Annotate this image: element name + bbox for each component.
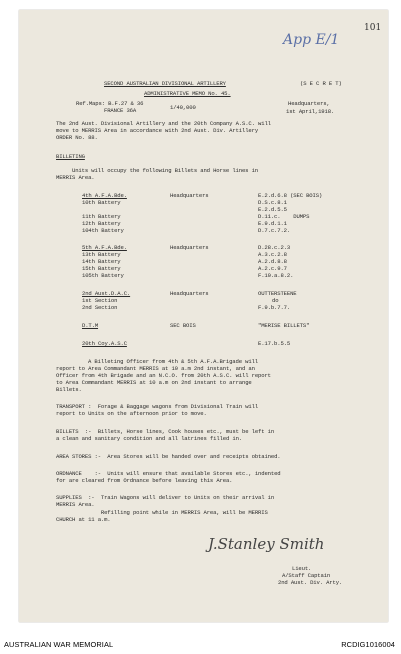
map-ref-cell: E.2.d.6.8 (SEC BOIS) xyxy=(258,192,323,199)
billets-line: BILLETS :- Billets, Horse lines, Cook houses etc., must be left in xyxy=(56,428,275,435)
transport-line: TRANSPORT : Forage & Baggage wagons from Divisional Train will xyxy=(56,403,259,410)
billeting-heading: BILLETING xyxy=(56,153,85,160)
paragraph-line: A Billeting Officer from 4th & 5th A.F.A.Brigade will xyxy=(88,358,258,365)
archive-id: RCDIG1016004 xyxy=(341,640,395,649)
location-cell: Headquarters xyxy=(170,244,209,251)
supplies-line: MERRIS Area. xyxy=(56,501,95,508)
map-ref-cell: F.10.a.8.2. xyxy=(258,272,294,279)
paragraph-line: to Area Commandant MERRIS at 10 a.m on 2nd instant to arrange xyxy=(56,379,252,386)
unit-cell: 5th A.F.A.Bde. xyxy=(82,244,127,251)
paragraph-line: Billets. xyxy=(56,386,82,393)
handwritten-reference: App E/1 xyxy=(283,32,340,48)
unit-cell: 13th Battery xyxy=(82,251,121,258)
paragraph-line: Officer from 4th Brigade and an N.C.O. from 20th A.S.C. will report xyxy=(56,372,271,379)
map-ref-cell: E.9.d.1.1 xyxy=(258,220,287,227)
billeting-intro-line: Units will occupy the following Billets and Horse lines in xyxy=(72,167,258,174)
signatory-unit: 2nd Aust. Div. Arty. xyxy=(278,579,343,586)
map-ref-cell: OUTTERSTEENE xyxy=(258,290,297,297)
map-ref-cell: D.S.c.8.1 xyxy=(258,199,287,206)
handwritten-signature: J.Stanley Smith xyxy=(208,535,325,553)
map-ref-cell: A.2.d.8.8 xyxy=(258,258,287,265)
unit-cell: 14th Battery xyxy=(82,258,121,265)
location-cell: Headquarters xyxy=(170,290,209,297)
billets-line: a clean and sanitary condition and all latrines filled in. xyxy=(56,435,242,442)
supplies-line: Refilling point while in MERRIS Area, will be MERRIS xyxy=(56,509,268,516)
unit-cell: 4th A.F.A.Bde. xyxy=(82,192,127,199)
paragraph-line: report to Area Commandant MERRIS at 10 a.m 2nd instant, and an xyxy=(56,365,255,372)
billeting-intro-line: MERRIS Area. xyxy=(56,174,95,181)
map-ref-cell: do xyxy=(272,297,279,304)
transport-line: report to Units on the afternoon prior to move. xyxy=(56,410,207,417)
map-ref-cell: F.9.b.7.7. xyxy=(258,304,291,311)
intro-line: ORDER No. 88. xyxy=(56,134,98,141)
document-page xyxy=(19,10,388,622)
unit-cell: 2nd Section xyxy=(82,304,118,311)
signatory-rank: Lieut. xyxy=(292,565,312,572)
unit-title: SECOND AUSTRALIAN DIVISIONAL ARTILLERY xyxy=(104,80,226,87)
location-cell: Headquarters xyxy=(170,192,209,199)
unit-cell: 1st Section xyxy=(82,297,118,304)
unit-cell: 12th Battery xyxy=(82,220,121,227)
map-scale: 1/40,000 xyxy=(170,104,196,111)
ref-maps-2: FRANCE 36A xyxy=(104,107,137,114)
archive-name: AUSTRALIAN WAR MEMORIAL xyxy=(4,640,114,649)
classification: (S E C R E T) xyxy=(300,80,342,87)
map-ref-cell: D.11.c. DUMPS xyxy=(258,213,310,220)
map-ref-cell: D.7.c.7.2. xyxy=(258,227,291,234)
memo-title: ADMINISTRATIVE MEMO No. 45. xyxy=(144,90,231,97)
map-ref-cell: A.3.c.2.8 xyxy=(258,251,287,258)
ordnance-line: ORDNANCE :- Units will ensure that available Stores etc., indented xyxy=(56,470,281,477)
supplies-line: CHURCH at 11 a.m. xyxy=(56,516,111,523)
unit-cell: 2nd Aust.D.A.C. xyxy=(82,290,131,297)
intro-line: move to MERRIS Area in accordance with 2nd Aust. Div. Artillery xyxy=(56,127,259,134)
memo-date: 1st April,1918. xyxy=(286,108,335,115)
supplies-line: SUPPLIES :- Train Wagons will deliver to Units on their arrival in xyxy=(56,494,275,501)
map-ref-cell: D.28.c.2.3 xyxy=(258,244,291,251)
headquarters-label: Headquarters, xyxy=(288,100,330,107)
map-ref-cell: "MERISE BILLETS" xyxy=(258,322,310,329)
unit-cell: 20th Coy.A.S.C xyxy=(82,340,127,347)
location-cell: SEC BOIS xyxy=(170,322,196,329)
unit-cell: 11th Battery xyxy=(82,213,121,220)
unit-cell: 10th Battery xyxy=(82,199,121,206)
ordnance-line: for are cleared from Ordnance before leaving this Area. xyxy=(56,477,233,484)
map-ref-cell: E.17.b.5.5 xyxy=(258,340,291,347)
area-stores-line: AREA STORES :- Area Stores will be handed over and receipts obtained. xyxy=(56,453,281,460)
map-ref-cell: E.2.d.5.5 xyxy=(258,206,287,213)
unit-cell: 105th Battery xyxy=(82,272,124,279)
map-ref-cell: A.2.c.9.7 xyxy=(258,265,287,272)
intro-line: The 2nd Aust. Divisional Artillery and the 20th Company A.S.C. will xyxy=(56,120,271,127)
unit-cell: 104th Battery xyxy=(82,227,124,234)
unit-cell: D.T.M xyxy=(82,322,99,329)
page-number: 101 xyxy=(364,23,382,33)
unit-cell: 15th Battery xyxy=(82,265,121,272)
ref-maps-1: Ref.Maps: B.F.27 & 36 xyxy=(76,100,144,107)
signatory-role: A/Staff Captain xyxy=(282,572,331,579)
